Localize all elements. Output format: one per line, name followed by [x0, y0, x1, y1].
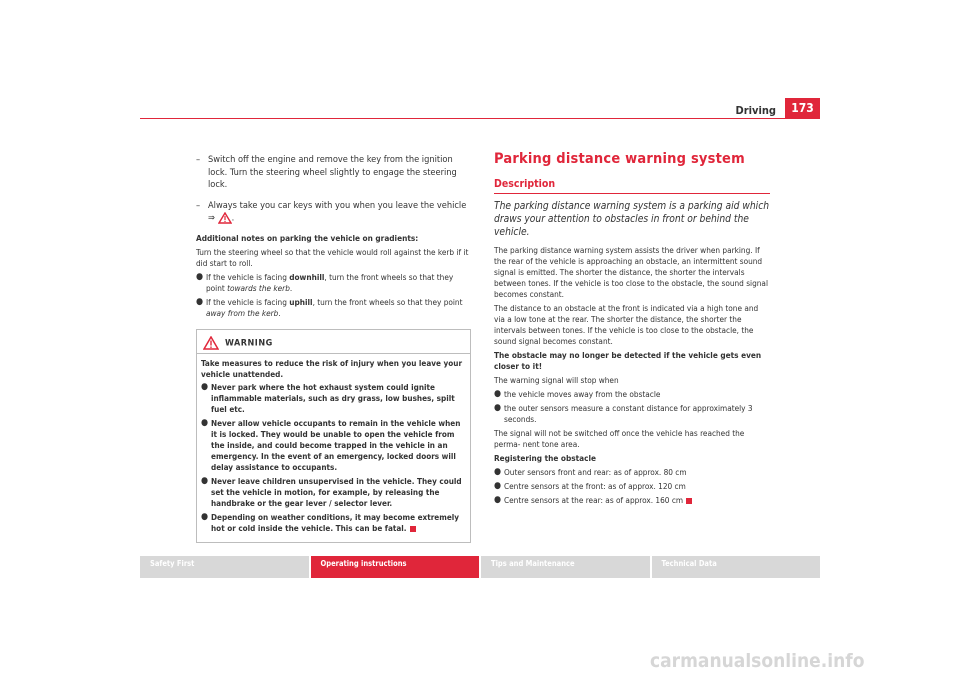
tab-technical-data[interactable]: Technical Data: [652, 556, 821, 578]
right-column: [494, 151, 770, 509]
instruction-step: – Switch off the engine and remove the key from the ignition lock. Turn the steering wheel slightly to engage the steering lock.: [196, 154, 457, 190]
paragraph: The warning signal will stop when: [494, 375, 619, 385]
list-item: ● Depending on weather conditions, it may become extremely hot or cold inside the vehicle. This can be fatal.: [201, 512, 459, 533]
paragraph: The signal will not be switched off once the vehicle has reached the perma- nent tone area.: [494, 428, 745, 449]
tab-tips-and-maintenance[interactable]: Tips and Maintenance: [481, 556, 650, 578]
paragraph-emphasis: The obstacle may no longer be detected if the vehicle gets even closer to it!: [494, 350, 762, 371]
list-item: ● the vehicle moves away from the obstacle: [494, 389, 661, 399]
registering-heading: Registering the obstacle: [494, 453, 597, 463]
list-item: ● Never leave children unsupervised in the vehicle. They could set the vehicle in motion, for example, by releasing the handbrake or the gear lever / selector lever.: [201, 476, 462, 508]
list-item: ● If the vehicle is facing downhill, turn the front wheels so that they point towards the kerb.: [196, 272, 454, 293]
warning-intro: Take measures to reduce the risk of injury when you leave your vehicle unattended.: [201, 358, 463, 379]
list-item: ● Outer sensors front and rear: as of approx. 80 cm: [494, 467, 687, 477]
page-number: 173: [785, 98, 820, 118]
header-rule: [140, 118, 820, 119]
warning-box: [196, 329, 471, 543]
notes-heading: Additional notes on parking the vehicle on gradients:: [196, 233, 419, 243]
instruction-step: – Always take you car keys with you when you leave the vehicle ⇒ .: [196, 199, 467, 224]
arrow-ref: ⇒: [208, 212, 215, 224]
watermark: carmanualsonline.info: [650, 650, 865, 672]
subsection-title: Description: [494, 179, 770, 194]
section-title: Parking distance warning system: [494, 151, 745, 167]
header-title: Driving: [735, 104, 776, 117]
warning-triangle-icon: [203, 336, 219, 350]
warning-header: WARNING: [197, 330, 470, 354]
notes-text: Turn the steering wheel so that the vehicle would roll against the kerb if it did start to roll.: [196, 247, 469, 268]
list-item: ● Centre sensors at the front: as of approx. 120 cm: [494, 481, 686, 491]
warning-triangle-icon: [218, 212, 232, 224]
list-item: ● Never allow vehicle occupants to remain in the vehicle when it is locked. They would be unable to open the vehicle from the inside, and could become trapped in the vehicle in an emergency. In the event of an emergency, locked doors will delay assistance to occupants.: [201, 418, 461, 472]
end-marker-icon: [410, 526, 416, 532]
list-item: ● Never park where the hot exhaust system could ignite inflammable materials, such as dry grass, low bushes, spilt fuel etc.: [201, 382, 455, 414]
tab-safety-first[interactable]: Safety First: [140, 556, 309, 578]
paragraph: The parking distance warning system assists the driver when parking. If the rear of the vehicle is approaching an obstacle, an intermittent sound signal is emitted. The shorter the distance, the shorter the intervals between tones. If the vehicle is too close to the obstacle, the sound signal becomes constant.: [494, 245, 768, 299]
left-column: [196, 154, 471, 543]
list-item: ● If the vehicle is facing uphill, turn the front wheels so that they point away from the kerb.: [196, 297, 463, 318]
paragraph: The distance to an obstacle at the front is indicated via a high tone and via a low tone at the rear. The shorter the distance, the shorter the intervals between tones. If the vehicle is too close to the obstacle, the sound signal becomes constant.: [494, 303, 759, 346]
end-marker-icon: [686, 498, 692, 504]
warning-body: [197, 354, 470, 542]
footer-nav: [140, 556, 820, 578]
list-item: ● Centre sensors at the rear: as of approx. 160 cm: [494, 495, 770, 506]
tab-operating-instructions[interactable]: Operating instructions: [311, 556, 480, 578]
intro-text: The parking distance warning system is a parking aid which draws your attention to obstacles in front or behind the vehicle.: [494, 201, 770, 238]
list-item: ● the outer sensors measure a constant distance for approximately 3 seconds.: [494, 403, 753, 424]
